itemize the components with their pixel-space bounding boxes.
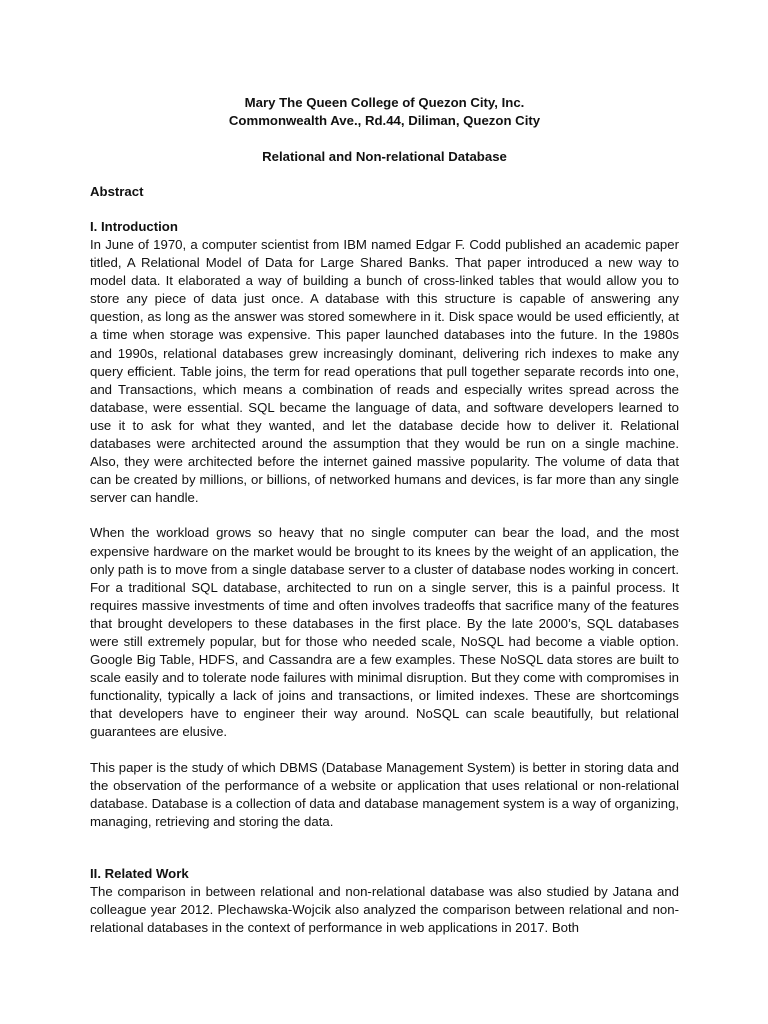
related-work-paragraph-1: The comparison in between relational and non-relational database was also studied by Jatana and colleague year 2012. Plechawska-Wojcik also analyzed the comparison between relational and non-relational databases in the context of performance in web applications in 2017. Both: [90, 883, 679, 936]
institution-address: Commonwealth Ave., Rd.44, Diliman, Quezon City: [228, 113, 541, 128]
abstract-heading: Abstract: [90, 184, 144, 199]
section-heading-introduction: I. Introduction: [90, 219, 178, 234]
paper-title: Relational and Non-relational Database: [262, 149, 507, 164]
section-heading-related-work: II. Related Work: [90, 865, 189, 881]
introduction-paragraph-1: In June of 1970, a computer scientist from IBM named Edgar F. Codd published an academic paper titled, A Relational Model of Data for Large Shared Banks. That paper introduced a new way to model data. It elaborated a way of building a bunch of cross-linked tables that would allow you to store any piece of data just once. A database with this structure is capable of answering any question, as long as the answer was stored somewhere in it. Disk space would be used efficiently, at a time when storage was expensive. This paper launched databases into the future. In the 1980s and 1990s, relational databases grew increasingly dominant, delivering rich indexes to make any query efficient. Table joins, the term for read operations that pull together separate records into one, and Transactions, which means a combination of reads and especially writes spread across the database, were essential. SQL became the language of data, and software developers learned to use it to ask for what they wanted, and let the database decide how to deliver it. Relational databases were architected around the assumption that they would be run on a single machine. Also, they were architected before the internet gained massive popularity. The volume of data that can be created by millions, or billions, of networked humans and devices, is far more than any single server can handle.: [90, 237, 679, 506]
introduction-paragraph-3: This paper is the study of which DBMS (Database Management System) is better in storing data and the observation of the performance of a website or application that uses relational or non-relational database. Database is a collection of data and database management system is a way of organizing, managing, retrieving and storing the data.: [90, 759, 679, 829]
introduction-paragraph-2: When the workload grows so heavy that no single computer can bear the load, and the most expensive hardware on the market would be brought to its knees by the weight of an application, the only path is to move from a single database server to a cluster of database nodes working in concert. For a traditional SQL database, architected to run on a single server, this is a painful process. It requires massive investments of time and often involves tradeoffs that sacrifice many of the features that brought developers to these databases in the first place. By the late 2000’s, SQL databases were still extremely popular, but for those who needed scale, NoSQL had become a viable option. Google Big Table, HDFS, and Cassandra are a few examples. These NoSQL data stores are built to scale easily and to tolerate node failures with minimal disruption. But they come with compromises in functionality, typically a lack of joins and transactions, or limited indexes. These are shortcomings that developers have to engineer their way around. NoSQL can scale beautifully, but relational guarantees are elusive.: [90, 525, 679, 740]
institution-name: Mary The Queen College of Quezon City, Inc.: [244, 95, 525, 110]
